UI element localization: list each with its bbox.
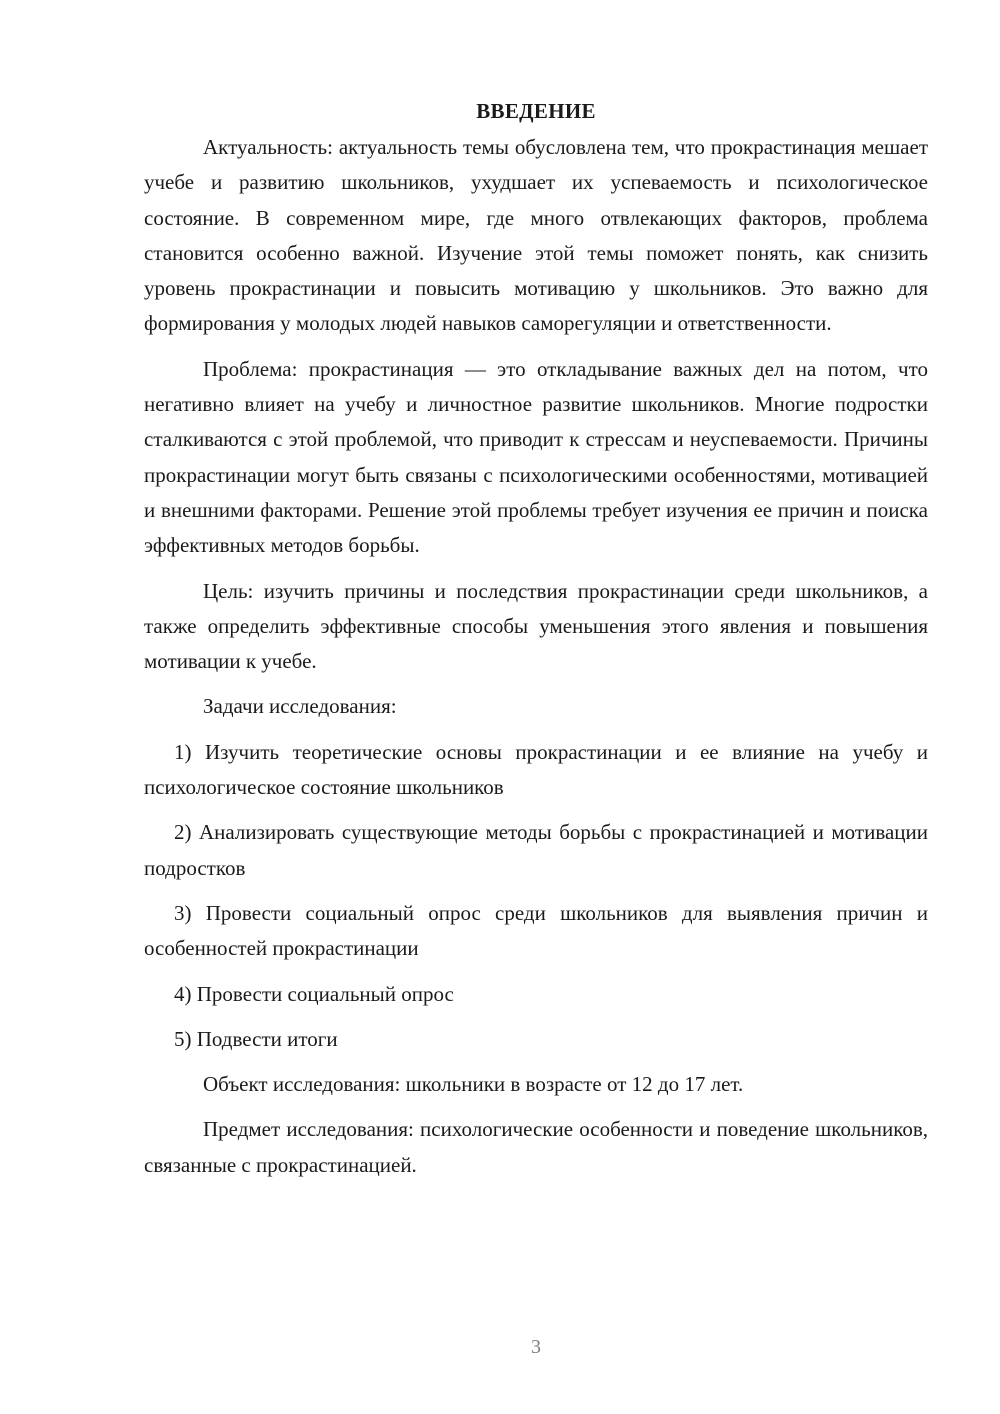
- object-paragraph: Объект исследования: школьники в возрасте от 12 до 17 лет.: [203, 1072, 744, 1097]
- document-page: [144, 96, 928, 1193]
- page-number: 3: [531, 1336, 541, 1358]
- task-item-5: 5) Подвести итоги: [174, 1026, 338, 1051]
- subject-paragraph: Предмет исследования: психологические особенности и поведение школьников, связанные с прокрастинацией.: [144, 1117, 928, 1177]
- task-item-1: 1) Изучить теоретические основы прокрастинации и ее влияние на учебу и психологическое состояние школьников: [144, 739, 928, 800]
- task-item-4: 4) Провести социальный опрос: [174, 981, 454, 1006]
- goal-paragraph: Цель: изучить причины и последствия прокрастинации среди школьников, а также определить эффективные способы уменьшения этого явления и повышения мотивации к учебе.: [144, 578, 928, 674]
- task-item-3: 3) Провести социальный опрос среди школьников для выявления причин и особенностей прокрастинации: [144, 900, 928, 961]
- tasks-heading: Задачи исследования:: [203, 694, 397, 719]
- task-item-2: 2) Анализировать существующие методы борьбы с прокрастинацией и мотивации подростков: [144, 820, 928, 880]
- problem-paragraph: Проблема: прокрастинация — это откладывание важных дел на потом, что негативно влияет на учебу и личностное развитие школьников. Многие подростки сталкиваются с этой проблемой, что приводит к стрессам и неуспеваемости. Причины прокрастинации могут быть связаны с психологическими особенностями, мотивацией и внешними факторами. Решение этой проблемы требует изучения ее причин и поиска эффективных методов борьбы.: [144, 356, 928, 558]
- relevance-paragraph: Актуальность: актуальность темы обусловлена тем, что прокрастинация мешает учебе и развитию школьников, ухудшает их успеваемость и психологическое состояние. В современном мире, где много отвлекающих факторов, проблема становится особенно важной. Изучение этой темы поможет понять, как снизить уровень прокрастинации и повысить мотивацию у школьников. Это важно для формирования у молодых людей навыков саморегуляции и ответственности.: [144, 135, 928, 336]
- page-title: ВВЕДЕНИЕ: [476, 99, 596, 123]
